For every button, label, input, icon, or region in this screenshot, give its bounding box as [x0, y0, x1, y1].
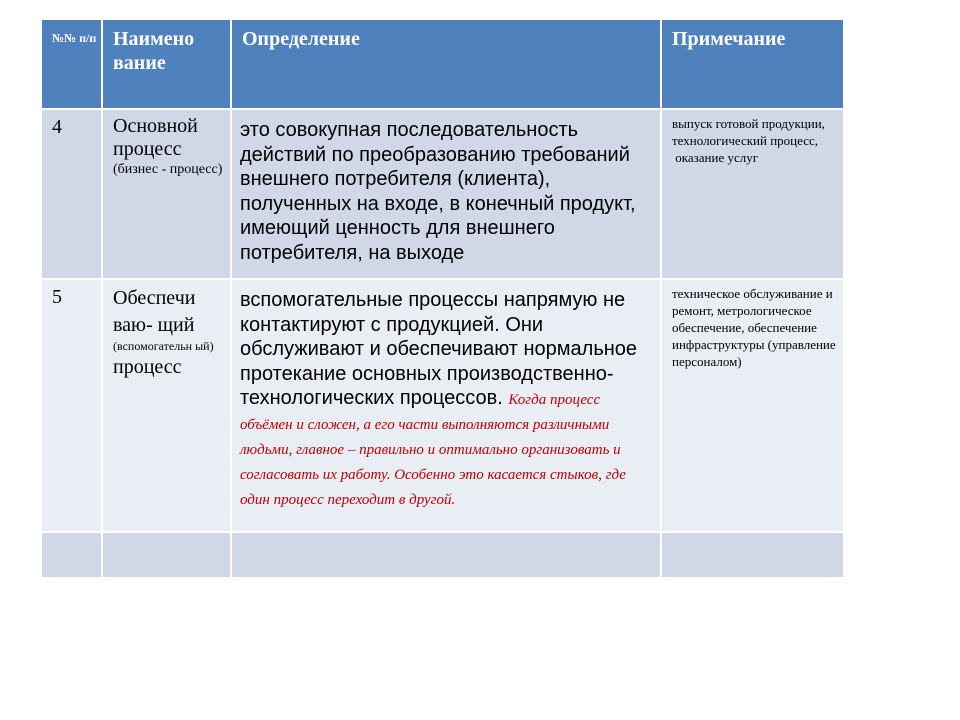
table-row-empty: [41, 532, 844, 578]
table-header-row: [41, 19, 844, 109]
cell-name: [102, 109, 231, 279]
note-line: технологический процесс,: [672, 133, 819, 148]
cell-note: [661, 109, 844, 279]
cell-note: [661, 532, 844, 578]
cell-name: [102, 532, 231, 578]
name-sub: (бизнес - процесс): [113, 162, 223, 177]
name-tail: процесс: [113, 356, 182, 378]
cell-definition: [231, 532, 661, 578]
header-name: Наимено вание: [102, 19, 231, 109]
table-row: [41, 279, 844, 532]
table-row: [41, 109, 844, 279]
name-sub: (вспомогательн ый): [113, 339, 214, 353]
header-definition: Определение: [231, 19, 661, 109]
cell-definition: [231, 279, 661, 532]
cell-num: [41, 532, 102, 578]
note-line: выпуск готовой продукции,: [672, 116, 825, 131]
cell-definition: это совокупная последовательность действий по преобразованию требований внешнего потребителя (клиента), полученных на входе, в конечный продукт, имеющий ценность для внешнего потребителя, на выходе: [231, 109, 661, 279]
header-note: Примечание: [661, 19, 844, 109]
note-line: оказание услуг: [672, 150, 759, 165]
process-table: [40, 18, 845, 579]
cell-name: [102, 279, 231, 532]
name-main: Основной процесс: [113, 115, 198, 160]
definition-note-red: Когда процесс объёмен и сложен, а его части выполняются различными людьми, главное – правильно и оптимально организовать и согласовать их работу. Особенно это касается стыков, где один процесс переходит в другой.: [240, 392, 626, 508]
definition-text: вспомогательные процессы напрямую не контактируют с продукцией. Они обслуживают и обеспечивают нормальное протекание основных производственно-технологических процессов.: [240, 289, 638, 409]
header-num: №№ п/п: [41, 19, 102, 109]
cell-num: 5: [41, 279, 102, 532]
name-main: Обеспечи ваю- щий: [113, 287, 196, 336]
cell-note: техническое обслуживание и ремонт, метрологическое обеспечение, обеспечение инфраструктуры (управление персоналом): [661, 279, 844, 532]
cell-num: 4: [41, 109, 102, 279]
